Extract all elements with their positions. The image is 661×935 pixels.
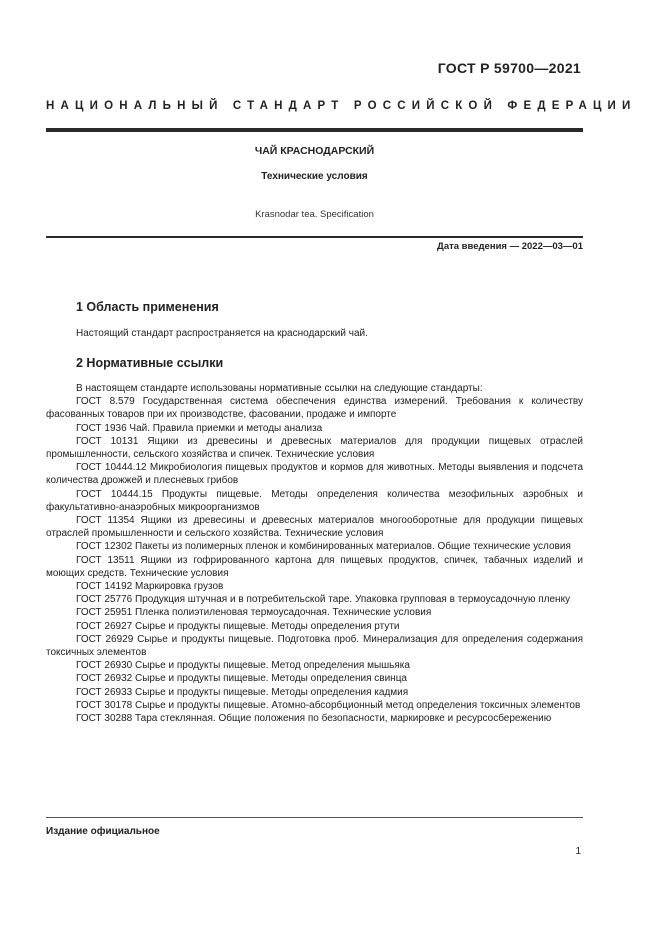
header-divider (46, 128, 583, 132)
page-number: 1 (575, 846, 581, 857)
document-code: ГОСТ Р 59700—2021 (437, 60, 581, 76)
reference-item: ГОСТ 26927 Сырье и продукты пищевые. Методы определения ртути (76, 620, 400, 632)
english-title: Krasnodar tea. Specification (255, 209, 374, 220)
reference-item: ГОСТ 1936 Чай. Правила приемки и методы анализа (76, 422, 323, 434)
reference-item: ГОСТ 11354 Ящики из древесины и древесных материалов многооборотные для продукции пищевых отраслей промышленности и сельского хозяйства. Технические условия (46, 515, 583, 540)
section-1-heading: 1 Область применения (76, 300, 219, 314)
reference-item: ГОСТ 13511 Ящики из гофрированного картона для пищевых продуктов, спичек, табачных изделий и моющих средств. Технические условия (46, 554, 583, 579)
reference-item: ГОСТ 26933 Сырье и продукты пищевые. Методы определения кадмия (76, 686, 409, 698)
document-title: ЧАЙ КРАСНОДАРСКИЙ (254, 145, 375, 157)
footer-divider (46, 817, 583, 818)
reference-item: ГОСТ 12302 Пакеты из полимерных пленок и комбинированных материалов. Общие технические условия (76, 541, 571, 553)
section-2-heading: 2 Нормативные ссылки (76, 356, 224, 370)
section-1-text: Настоящий стандарт распространяется на краснодарский чай. (76, 328, 368, 339)
section-1-body (46, 327, 583, 340)
reference-item: ГОСТ 30178 Сырье и продукты пищевые. Атомно-абсорбционный метод определения токсичных элементов (76, 699, 581, 711)
reference-item: ГОСТ 26932 Сырье и продукты пищевые. Методы определения свинца (76, 673, 407, 685)
reference-item: ГОСТ 14192 Маркировка грузов (76, 581, 224, 593)
section-2-body (46, 382, 583, 725)
reference-item: ГОСТ 26929 Сырье и продукты пищевые. Подготовка проб. Минерализация для определения содержания токсичных элементов (46, 633, 583, 659)
reference-item: ГОСТ 10131 Ящики из древесины и древесных материалов для продукции пищевых отраслей промышленности, сельского хозяйства и спичек. Технические условия (46, 435, 583, 461)
introduction-date: Дата введения — 2022—03—01 (437, 241, 583, 252)
reference-item: ГОСТ 25951 Пленка полиэтиленовая термоусадочная. Технические условия (76, 607, 432, 619)
national-standard-heading: НАЦИОНАЛЬНЫЙ СТАНДАРТ РОССИЙСКОЙ ФЕДЕРАЦИИ (46, 100, 637, 112)
reference-item: ГОСТ 10444.15 Продукты пищевые. Методы определения количества мезофильных аэробных и факультативно-анаэробных микроорганизмов (46, 488, 583, 513)
reference-item: ГОСТ 26930 Сырье и продукты пищевые. Метод определения мышьяка (76, 660, 410, 672)
document-subtitle: Технические условия (261, 171, 368, 182)
reference-item: ГОСТ 30288 Тара стеклянная. Общие положения по безопасности, маркировке и ресурсосбережению (76, 713, 552, 725)
reference-item: ГОСТ 25776 Продукция штучная и в потребительской таре. Упаковка групповая в термоусадочную пленку (76, 594, 571, 606)
reference-item: ГОСТ 10444.12 Микробиология пищевых продуктов и кормов для животных. Методы выявления и подсчета количества дрожжей и плесневых грибов (46, 462, 583, 487)
reference-item: ГОСТ 8.579 Государственная система обеспечения единства измерений. Требования к количеству фасованных товаров при их производстве, фасовании, продаже и импорте (46, 396, 583, 421)
title-divider (46, 236, 583, 238)
section-2-intro: В настоящем стандарте использованы нормативные ссылки на следующие стандарты: (76, 383, 483, 394)
official-edition-label: Издание официальное (46, 826, 160, 837)
